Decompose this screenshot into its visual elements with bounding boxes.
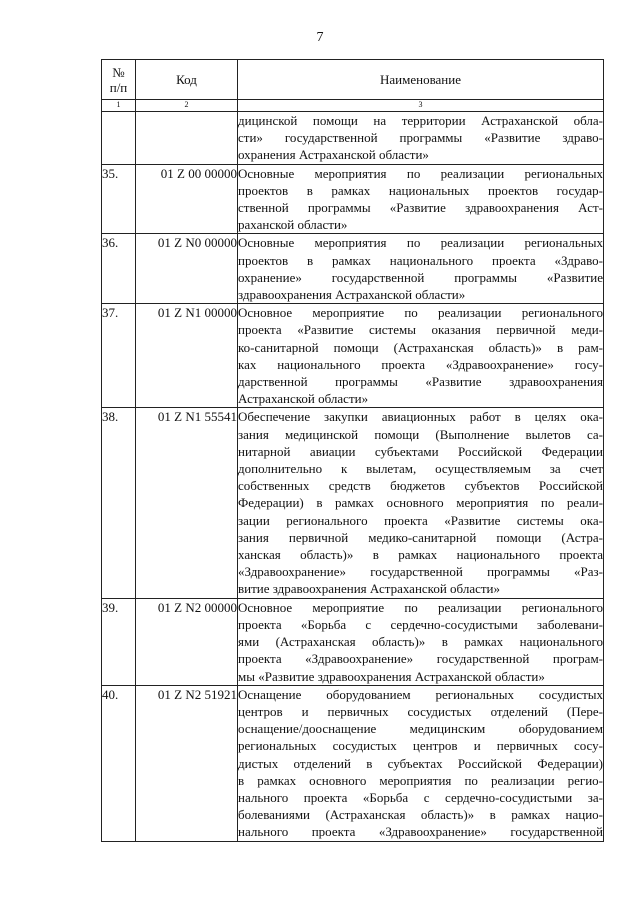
row-number: 37.: [102, 304, 136, 408]
col-index-3: 3: [238, 100, 604, 112]
row-name-line: охранения Астраханской области»: [238, 147, 429, 163]
row-name-line: собственных средств бюджетов субъектов Российской: [238, 478, 603, 494]
row-name: [238, 234, 604, 304]
row-code: [136, 112, 238, 165]
header-num: [102, 60, 136, 100]
row-code: 01 Z N1 00000: [136, 304, 238, 408]
column-index-row: [102, 100, 604, 112]
row-name-line: дицинской помощи на территории Астраханской обла-: [238, 113, 603, 128]
row-name-line: в рамках основного мероприятия по реализации регио-: [238, 772, 603, 788]
table-row: [102, 112, 604, 165]
table-header-row: [102, 60, 604, 100]
row-name-line: дарственной программы «Развитие здравоохранения: [238, 374, 603, 390]
row-number: 39.: [102, 598, 136, 685]
row-name-line: региональных сосудистых центров и первичных сосу-: [238, 738, 603, 754]
row-number: 38.: [102, 408, 136, 598]
row-name-line: болеваниями (Астраханская область)» в рамках нацио-: [238, 807, 603, 823]
table-row: [102, 408, 604, 598]
table-row: [102, 234, 604, 304]
row-name-line: проекта «Борьба с сердечно-сосудистыми заболевани-: [238, 616, 603, 632]
row-name-line: ственной программы «Развитие здравоохранения Аст-: [238, 200, 603, 216]
row-name-line: раханской области»: [238, 217, 348, 233]
row-number: 36.: [102, 234, 136, 304]
row-number: 40.: [102, 685, 136, 841]
table-row: [102, 164, 604, 234]
row-name-line: «Здравоохранение» государственной программы «Раз-: [238, 564, 603, 580]
row-name-line: Основное мероприятие по реализации регионального: [238, 599, 603, 615]
row-name: [238, 112, 604, 165]
row-code: 01 Z N2 00000: [136, 598, 238, 685]
row-name-line: Основное мероприятие по реализации регионального: [238, 305, 603, 321]
row-name-line: проекта «Развитие системы оказания первичной меди-: [238, 322, 603, 338]
row-name-line: Федерации) в рамках основного мероприятия по реали-: [238, 495, 603, 511]
row-name: [238, 408, 604, 598]
row-name-line: Оснащение оборудованием региональных сосудистых: [238, 686, 603, 702]
page-number: 7: [316, 30, 324, 45]
row-number: 35.: [102, 164, 136, 234]
row-name-line: центров и первичных сосудистых отделений (Пере-: [238, 703, 603, 719]
row-code: 01 Z 00 00000: [136, 164, 238, 234]
row-name-line: оснащение/дооснащение медицинским оборудованием: [238, 721, 603, 737]
row-name-line: охранение» государственной программы «Развитие: [238, 269, 603, 285]
row-name-line: зации регионального проекта «Развитие системы ока-: [238, 512, 603, 528]
row-code: 01 Z N1 55541: [136, 408, 238, 598]
row-name-line: нального проекта «Борьба с сердечно-сосудистыми за-: [238, 789, 603, 805]
row-name-line: Основные мероприятия по реализации региональных: [238, 165, 603, 181]
row-name-line: зания медицинской помощи (Выполнение вылетов са-: [238, 426, 603, 442]
row-name-line: витие здравоохранения Астраханской области»: [238, 581, 500, 597]
table-row: [102, 685, 604, 841]
row-name: [238, 685, 604, 841]
row-name-line: проектов в рамках национального проекта «Здраво-: [238, 252, 603, 268]
table-row: [102, 598, 604, 685]
row-name-line: зания первичной медико-санитарной помощи (Астра-: [238, 529, 603, 545]
row-number: [102, 112, 136, 165]
col-index-1: 1: [102, 100, 136, 112]
row-code: 01 Z N2 51921: [136, 685, 238, 841]
row-name-line: Обеспечение закупки авиационных работ в целях ока-: [238, 409, 603, 425]
codes-table-body: [102, 60, 604, 842]
table-row: [102, 304, 604, 408]
row-name: [238, 598, 604, 685]
row-name-line: здравоохранения Астраханской области»: [238, 287, 466, 303]
row-name-line: ко-санитарной помощи (Астраханская область)» в рам-: [238, 339, 603, 355]
header-num-label: № п/п: [109, 64, 128, 95]
header-name-label: Наименование: [380, 72, 461, 87]
row-name-line: мы «Развитие здравоохранения Астраханской области»: [238, 668, 545, 684]
col-index-2: 2: [136, 100, 238, 112]
row-code: 01 Z N0 00000: [136, 234, 238, 304]
row-name-line: дополнительно к вылетам, осуществляемым за счет: [238, 461, 603, 477]
row-name: [238, 304, 604, 408]
row-name-line: проектов в рамках национальных проектов государ-: [238, 182, 603, 198]
row-name-line: нитарной авиации субъектами Российской Федерации: [238, 443, 603, 459]
row-name-line: Основные мероприятия по реализации региональных: [238, 235, 603, 251]
row-name-line: Астраханской области»: [238, 391, 369, 407]
row-name-line: дистых отделений в субъектах Российской Федерации): [238, 755, 603, 771]
header-name: [238, 60, 604, 100]
row-name-line: проекта «Здравоохранение» государственной програм-: [238, 651, 603, 667]
codes-table: [101, 59, 604, 842]
row-name-line: сти» государственной программы «Развитие здраво-: [238, 130, 603, 146]
row-name: [238, 164, 604, 234]
row-name-line: ках национального проекта «Здравоохранение» госу-: [238, 356, 603, 372]
row-name-line: нального проекта «Здравоохранение» государственной: [238, 824, 603, 840]
header-code: [136, 60, 238, 100]
header-code-label: Код: [176, 72, 197, 87]
row-name-line: ями (Астраханская область)» в рамках национального: [238, 634, 603, 650]
row-name-line: ханская область)» в рамках национального проекта: [238, 547, 603, 563]
